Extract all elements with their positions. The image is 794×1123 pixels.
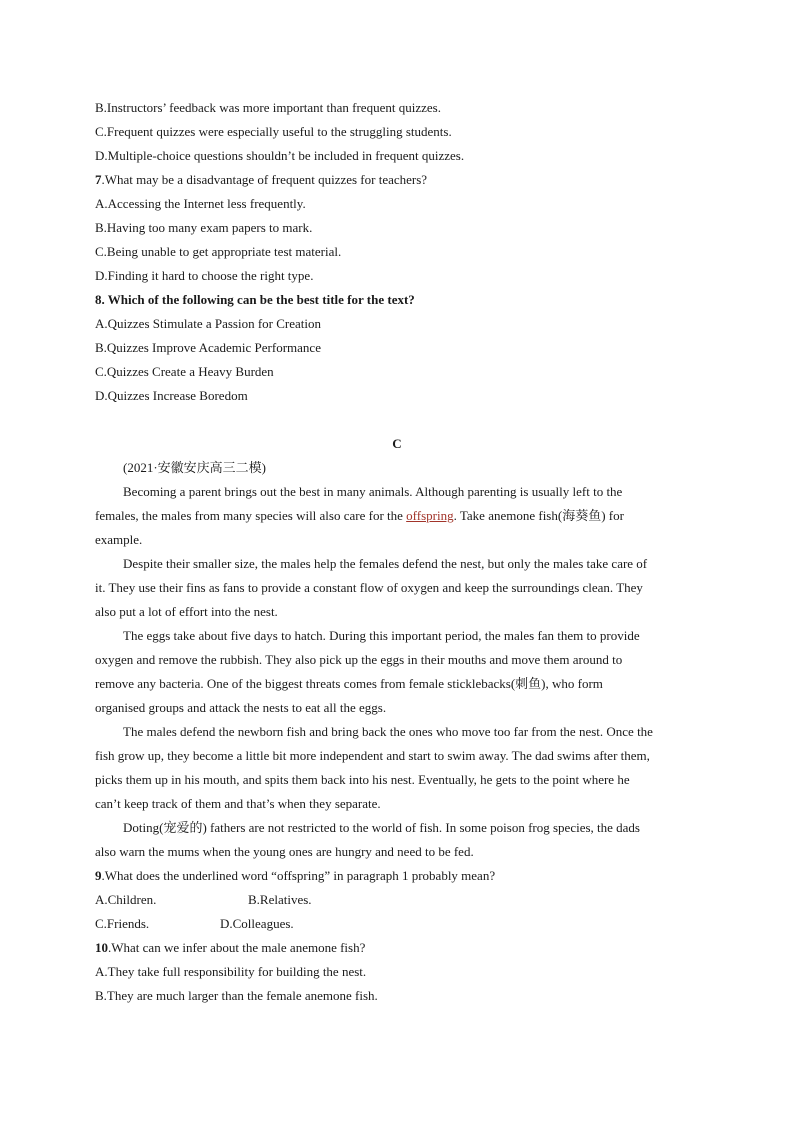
paragraph-1-line-2-start: females, the males from many species will also care for the [95,508,407,523]
q9-options-row-2 [95,912,294,936]
paragraph-line: also put a lot of effort into the nest. [95,604,278,619]
q8-option-c: C.Quizzes Create a Heavy Burden [95,364,274,379]
q10-option-b: B.They are much larger than the female anemone fish. [95,988,378,1003]
q8-number: 8 [95,292,102,307]
q7-option-a: A.Accessing the Internet less frequently. [95,196,306,211]
q8-text: . Which of the following can be the best title for the text? [101,292,415,307]
paragraph-line: The eggs take about five days to hatch. During this important period, the males fan them to provide [123,628,640,643]
paragraph-line: fish grow up, they become a little bit more independent and start to swim away. The dad swims after them, [95,748,650,763]
q9-option-c: C.Friends. [95,916,150,931]
paragraph-line: organised groups and attack the nests to eat all the eggs. [95,700,387,715]
paragraph-1-line-3: example. [95,532,143,547]
q7-option-d: D.Finding it hard to choose the right type. [95,268,314,283]
q10-option-a: A.They take full responsibility for building the nest. [95,964,367,979]
q6-option-b: B.Instructors’ feedback was more important than frequent quizzes. [95,100,441,115]
q9-option-d: D.Colleagues. [220,916,294,931]
paragraph-line: oxygen and remove the rubbish. They also pick up the eggs in their mouths and move them around to [95,652,623,667]
paragraph-line: The males defend the newborn fish and bring back the ones who move too far from the nest. Once the [123,724,653,739]
q9-number: 9 [95,868,102,883]
q10-text: .What can we infer about the male anemone fish? [108,940,366,955]
q9-stem [95,864,495,888]
q8-option-b: B.Quizzes Improve Academic Performance [95,340,321,355]
passage-source: (2021·安徽安庆高三二模) [123,460,266,475]
q8-stem [95,288,415,312]
paragraph-1-line-1: Becoming a parent brings out the best in many animals. Although parenting is usually left to the [123,484,623,499]
paragraph-line: picks them up in his mouth, and spits them back into his nest. Eventually, he gets to the point where he [95,772,630,787]
q6-option-d: D.Multiple-choice questions shouldn’t be included in frequent quizzes. [95,148,465,163]
q10-stem [95,936,365,960]
paragraph-line: remove any bacteria. One of the biggest threats comes from female sticklebacks(刺鱼), who form [95,676,603,691]
q7-option-c: C.Being unable to get appropriate test material. [95,244,342,259]
q7-number: 7 [95,172,102,187]
paragraph-line: also warn the mums when the young ones are hungry and need to be fed. [95,844,474,859]
offspring-underlined-word: offspring [406,508,454,523]
paragraph-1-line-2-end: . Take anemone fish(海葵鱼) for [453,508,624,523]
q10-number: 10 [95,940,108,955]
q8-option-d: D.Quizzes Increase Boredom [95,388,248,403]
paragraph-4 [95,720,697,816]
paragraph-line: can’t keep track of them and that’s when they separate. [95,796,381,811]
section-heading: C [392,436,402,451]
q7-text: .What may be a disadvantage of frequent quizzes for teachers? [101,172,428,187]
paragraph-line: Despite their smaller size, the males help the females defend the nest, but only the males take care of [123,556,648,571]
q9-text: .What does the underlined word “offspring” in paragraph 1 probably mean? [101,868,496,883]
paragraph-5 [95,816,697,864]
q7-option-b: B.Having too many exam papers to mark. [95,220,313,235]
paragraph-1-line-2 [95,504,697,528]
q6-option-c: C.Frequent quizzes were especially useful to the struggling students. [95,124,452,139]
q9-options-row-1 [95,888,312,912]
paragraph-1 [95,480,697,552]
q7-stem [95,168,427,192]
paragraph-line: it. They use their fins as fans to provide a constant flow of oxygen and keep the surroundings clean. They [95,580,643,595]
q9-option-b: B.Relatives. [248,892,312,907]
paragraph-2 [95,552,697,624]
q8-option-a: A.Quizzes Stimulate a Passion for Creation [95,316,322,331]
q9-option-a: A.Children. [95,892,157,907]
paragraph-3 [95,624,697,720]
paragraph-line: Doting(宠爱的) fathers are not restricted to the world of fish. In some poison frog species, the dads [123,820,640,835]
